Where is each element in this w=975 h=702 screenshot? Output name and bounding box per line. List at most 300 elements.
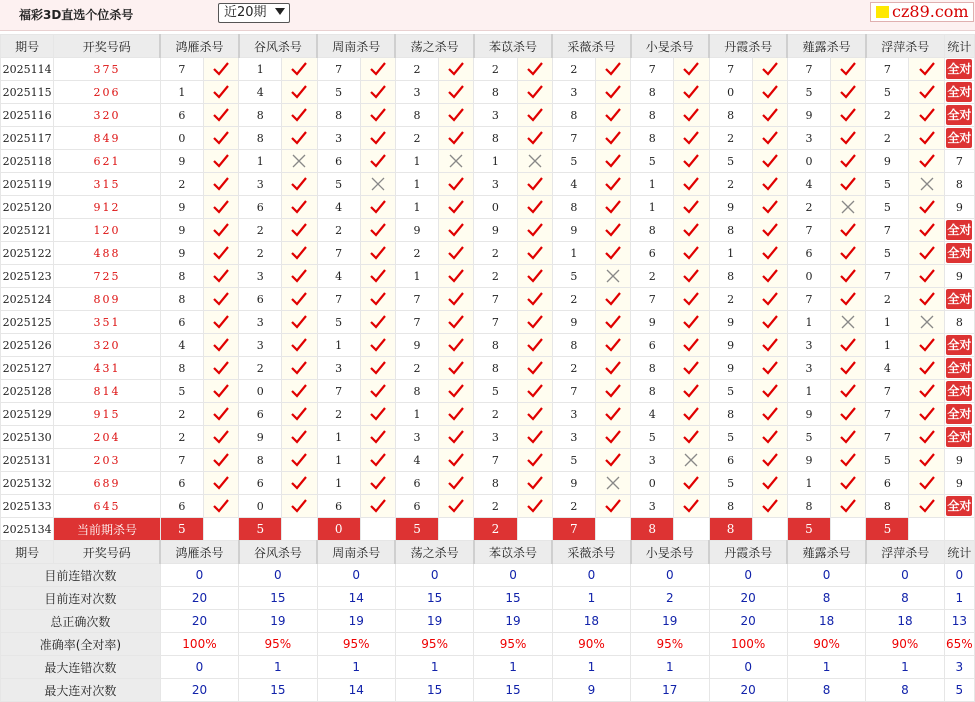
check-icon [761,406,779,422]
result-cell [909,449,944,472]
check-icon [290,199,308,215]
result-cell [517,288,552,311]
period-select-value: 近20期 [224,5,267,20]
current-kill-number: 5 [866,518,909,541]
stats-value: 0 [474,564,552,587]
result-cell [595,495,630,518]
check-icon [369,199,387,215]
top-bar [0,0,975,31]
stats-value: 0 [787,564,865,587]
kill-number: 1 [160,81,203,104]
current-kill-label: 当前期杀号 [54,518,161,541]
check-icon [212,199,230,215]
check-icon [604,176,622,192]
result-cell [360,242,395,265]
result-cell [439,288,474,311]
stats-value: 8 [866,587,944,610]
table-header-row-repeat [1,541,975,564]
result-cell [831,288,866,311]
check-icon [290,337,308,353]
kill-number: 3 [787,357,830,380]
result-cell [282,173,317,196]
result-cell [517,380,552,403]
row-stat [944,81,974,104]
check-icon [918,222,936,238]
kill-number: 8 [474,127,517,150]
result-cell [831,495,866,518]
kill-number: 9 [709,311,752,334]
kill-number: 7 [787,219,830,242]
site-logo[interactable] [870,2,974,22]
kill-number: 8 [709,104,752,127]
check-icon [839,337,857,353]
result-cell [752,403,787,426]
result-cell [831,403,866,426]
result-cell [203,104,238,127]
check-icon [290,176,308,192]
table-row [1,104,975,127]
kill-number: 2 [552,58,595,81]
current-empty-cell [517,518,552,541]
result-cell [203,81,238,104]
issue-number: 2025114 [1,58,54,81]
stats-value: 95% [239,633,317,656]
col-header-expert: 丹霞杀号 [709,35,787,58]
check-icon [447,61,465,77]
check-icon [918,383,936,399]
col-header-expert: 采薇杀号 [552,35,630,58]
check-icon [918,130,936,146]
result-cell [360,311,395,334]
col-header-expert: 浮萍杀号 [866,541,944,564]
check-icon [526,498,544,514]
kill-number: 8 [160,357,203,380]
check-icon [604,222,622,238]
kill-number: 7 [631,58,674,81]
current-kill-number: 0 [317,518,360,541]
result-cell [752,449,787,472]
kill-number: 6 [317,495,360,518]
check-icon [839,475,857,491]
kill-number: 5 [317,81,360,104]
kill-number: 5 [552,449,595,472]
result-cell [674,426,709,449]
kill-number: 2 [160,426,203,449]
current-issue-number: 2025134 [1,518,54,541]
check-icon [526,337,544,353]
kill-number: 1 [866,311,909,334]
check-icon [447,452,465,468]
kill-number: 2 [395,127,438,150]
check-icon [369,475,387,491]
kill-number: 2 [474,495,517,518]
check-icon [761,291,779,307]
check-icon [839,245,857,261]
result-cell [203,288,238,311]
stats-value: 0 [709,564,787,587]
kill-number: 7 [474,311,517,334]
row-stat [944,104,974,127]
stats-row [1,656,975,679]
result-cell [360,196,395,219]
result-cell [831,472,866,495]
kill-number: 3 [317,127,360,150]
result-cell [595,58,630,81]
issue-number: 2025128 [1,380,54,403]
chevron-down-icon[interactable] [275,8,285,15]
result-cell [282,472,317,495]
result-cell [752,127,787,150]
kill-number: 5 [474,380,517,403]
kill-number: 9 [709,357,752,380]
kill-number: 6 [317,150,360,173]
stats-value: 95% [395,633,473,656]
kill-number: 3 [395,81,438,104]
result-cell [439,196,474,219]
current-row [1,518,975,541]
result-cell [439,127,474,150]
result-cell [909,265,944,288]
check-icon [761,222,779,238]
check-icon [447,337,465,353]
current-empty-cell [439,518,474,541]
result-cell [203,334,238,357]
result-cell [439,173,474,196]
issue-number: 2025116 [1,104,54,127]
check-icon [290,314,308,330]
result-cell [752,426,787,449]
result-cell [360,81,395,104]
kill-number: 7 [317,58,360,81]
check-icon [839,61,857,77]
result-cell [752,357,787,380]
period-select[interactable] [218,3,290,23]
check-icon [918,107,936,123]
result-cell [595,449,630,472]
result-cell [203,311,238,334]
row-stat [944,380,974,403]
col-header-expert: 小旻杀号 [631,35,709,58]
col-header-expert: 采薇杀号 [552,541,630,564]
result-cell [909,472,944,495]
result-cell [909,81,944,104]
check-icon [761,383,779,399]
stats-label: 总正确次数 [1,610,161,633]
kill-number: 8 [866,495,909,518]
check-icon [447,176,465,192]
kill-number: 4 [160,334,203,357]
kill-number: 9 [709,334,752,357]
result-cell [831,104,866,127]
result-cell [909,196,944,219]
current-empty-cell [674,518,709,541]
check-icon [369,222,387,238]
kill-number: 6 [787,242,830,265]
kill-number: 8 [709,265,752,288]
kill-number: 8 [709,403,752,426]
kill-number: 5 [866,81,909,104]
current-kill-number: 8 [631,518,674,541]
kill-number: 2 [552,357,595,380]
check-icon [839,360,857,376]
kill-number: 6 [395,472,438,495]
current-kill-number: 7 [552,518,595,541]
result-cell [831,265,866,288]
kill-number: 3 [552,403,595,426]
kill-number: 9 [552,219,595,242]
stats-row [1,564,975,587]
check-icon [447,268,465,284]
check-icon [918,245,936,261]
result-cell [360,472,395,495]
result-cell [203,472,238,495]
table-row [1,449,975,472]
kill-number: 2 [552,495,595,518]
kill-number: 6 [160,104,203,127]
check-icon [212,222,230,238]
result-cell [674,173,709,196]
check-icon [369,406,387,422]
col-header-draw: 开奖号码 [54,35,161,58]
row-stat: 9 [944,196,974,219]
check-icon [682,475,700,491]
check-icon [682,291,700,307]
table-row [1,265,975,288]
kill-number: 0 [474,196,517,219]
kill-number: 4 [239,81,282,104]
kill-number: 3 [239,334,282,357]
kill-number: 6 [239,403,282,426]
table-row [1,219,975,242]
kill-number: 1 [317,472,360,495]
row-stat [944,426,974,449]
result-cell [282,219,317,242]
kill-number: 5 [552,150,595,173]
result-cell [439,403,474,426]
result-cell [595,472,630,495]
check-icon [839,268,857,284]
col-header-expert: 鸿雁杀号 [160,35,238,58]
result-cell [360,288,395,311]
check-icon [839,84,857,100]
current-empty-cell [752,518,787,541]
check-icon [682,245,700,261]
kill-number: 8 [239,127,282,150]
result-cell [282,426,317,449]
result-cell [674,265,709,288]
kill-number: 2 [239,242,282,265]
check-icon [761,153,779,169]
stats-value: 18 [787,610,865,633]
result-cell [752,311,787,334]
kill-number: 7 [709,58,752,81]
stats-value: 90% [552,633,630,656]
result-cell [595,311,630,334]
result-cell [360,380,395,403]
result-cell [752,104,787,127]
stats-value: 19 [631,610,709,633]
result-cell [282,311,317,334]
stats-value: 0 [552,564,630,587]
stats-value: 2 [631,587,709,610]
kill-number: 9 [709,196,752,219]
check-icon [761,84,779,100]
draw-number: 320 [54,334,161,357]
kill-number: 8 [160,288,203,311]
all-correct-badge: 全对 [946,496,972,516]
current-empty-cell [360,518,395,541]
result-cell [360,426,395,449]
table-row [1,426,975,449]
stats-total: 13 [944,610,974,633]
result-cell [752,150,787,173]
kill-number: 2 [239,357,282,380]
kill-number: 8 [552,196,595,219]
check-icon [369,84,387,100]
result-cell [439,265,474,288]
kill-number: 9 [395,334,438,357]
issue-number: 2025115 [1,81,54,104]
kill-number: 2 [709,288,752,311]
kill-number-table [0,34,975,702]
table-row [1,288,975,311]
col-header-stat: 统计 [944,35,974,58]
draw-number: 120 [54,219,161,242]
table-row [1,127,975,150]
check-icon [290,130,308,146]
row-stat: 9 [944,449,974,472]
kill-number: 2 [866,288,909,311]
check-icon [212,452,230,468]
check-icon [369,61,387,77]
kill-number: 7 [866,58,909,81]
col-header-expert: 周南杀号 [317,541,395,564]
result-cell [674,357,709,380]
stats-value: 20 [709,610,787,633]
row-stat: 9 [944,472,974,495]
result-cell [674,219,709,242]
result-cell [752,81,787,104]
kill-number: 4 [552,173,595,196]
col-header-expert: 苯苡杀号 [474,541,552,564]
result-cell [517,173,552,196]
issue-number: 2025127 [1,357,54,380]
check-icon [447,291,465,307]
result-cell [203,426,238,449]
check-icon [526,475,544,491]
check-icon [682,498,700,514]
stats-value: 0 [317,564,395,587]
result-cell [674,403,709,426]
result-cell [203,58,238,81]
kill-number: 8 [160,265,203,288]
all-correct-badge: 全对 [946,128,972,148]
stats-label: 最大连错次数 [1,656,161,679]
kill-number: 8 [552,104,595,127]
check-icon [761,452,779,468]
check-icon [290,245,308,261]
kill-number: 7 [317,242,360,265]
kill-number: 2 [160,403,203,426]
stats-value: 20 [160,587,238,610]
stats-value: 18 [866,610,944,633]
kill-number: 9 [787,403,830,426]
col-header-period: 期号 [1,541,54,564]
kill-number: 1 [317,449,360,472]
issue-number: 2025118 [1,150,54,173]
check-icon [682,153,700,169]
result-cell [439,219,474,242]
result-cell [752,173,787,196]
check-icon [682,314,700,330]
result-cell [595,334,630,357]
stats-value: 0 [631,564,709,587]
result-cell [360,219,395,242]
check-icon [212,107,230,123]
check-icon [526,84,544,100]
check-icon [761,314,779,330]
check-icon [682,383,700,399]
check-icon [682,130,700,146]
check-icon [212,153,230,169]
kill-number: 2 [395,357,438,380]
stats-total: 65% [944,633,974,656]
kill-number: 2 [474,403,517,426]
kill-number: 1 [317,426,360,449]
kill-number: 1 [395,265,438,288]
kill-number: 5 [709,150,752,173]
check-icon [604,314,622,330]
check-icon [839,176,857,192]
kill-number: 0 [239,380,282,403]
result-cell [752,334,787,357]
cross-icon [839,199,857,215]
result-cell [595,403,630,426]
check-icon [526,222,544,238]
result-cell [360,265,395,288]
table-row [1,380,975,403]
kill-number: 2 [631,265,674,288]
cross-icon [447,153,465,169]
all-correct-badge: 全对 [946,59,972,79]
check-icon [369,337,387,353]
check-icon [839,107,857,123]
check-icon [447,360,465,376]
draw-number: 204 [54,426,161,449]
kill-number: 6 [631,242,674,265]
result-cell [831,334,866,357]
result-cell [909,357,944,380]
check-icon [290,360,308,376]
kill-number: 8 [631,81,674,104]
kill-number: 1 [709,242,752,265]
col-header-expert: 浮萍杀号 [866,35,944,58]
check-icon [290,429,308,445]
all-correct-badge: 全对 [946,289,972,309]
cross-icon [290,153,308,169]
row-stat [944,58,974,81]
stats-value: 8 [787,587,865,610]
check-icon [212,383,230,399]
kill-number: 3 [239,311,282,334]
result-cell [909,403,944,426]
stats-value: 1 [787,656,865,679]
col-header-draw: 开奖号码 [54,541,161,564]
all-correct-badge: 全对 [946,82,972,102]
issue-number: 2025117 [1,127,54,150]
draw-number: 689 [54,472,161,495]
kill-number: 3 [239,173,282,196]
